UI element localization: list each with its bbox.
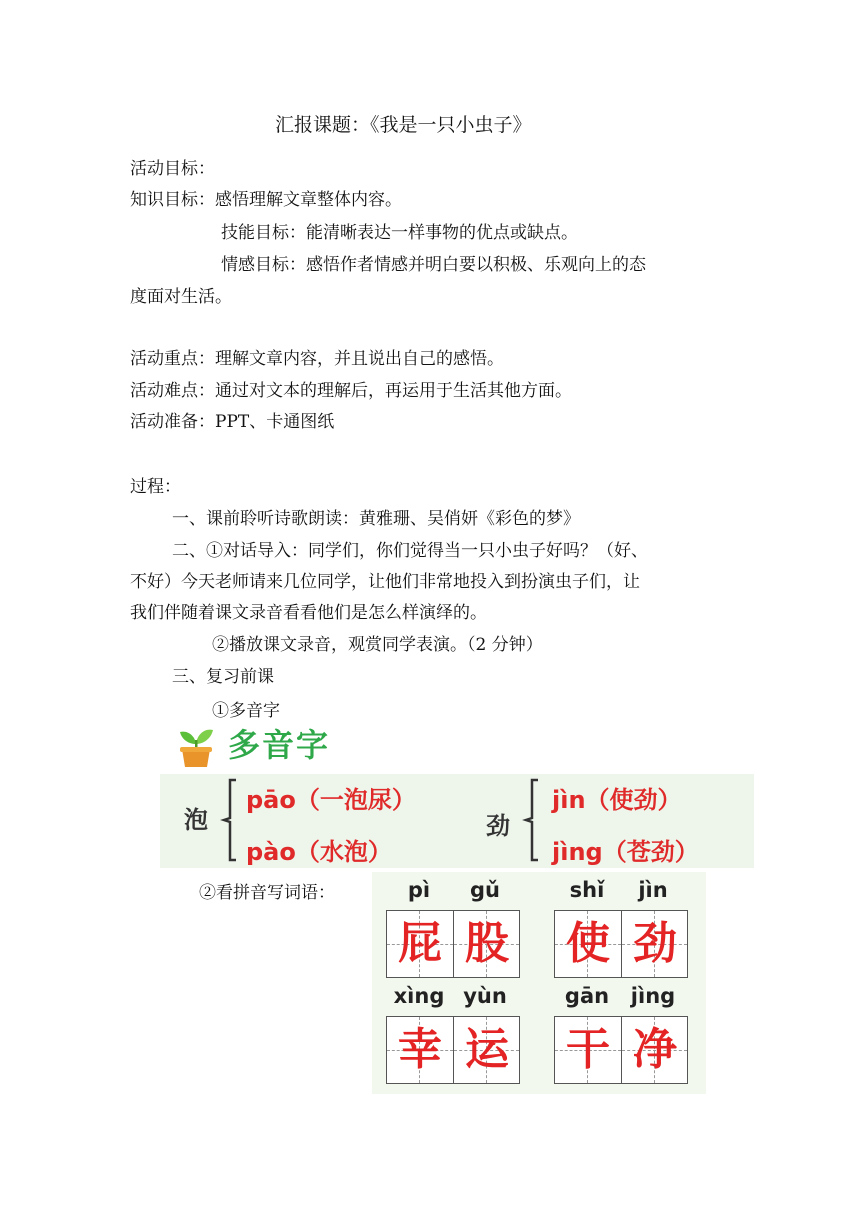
knowledge-objective: 知识目标：感悟理解文章整体内容。 bbox=[130, 190, 402, 210]
pinyin: gǔ bbox=[470, 878, 500, 902]
word-grid bbox=[554, 878, 688, 969]
polyphone-heading: 多音字 bbox=[228, 726, 331, 764]
writing-grid-panel bbox=[372, 872, 706, 1094]
preparation: 活动准备：PPT、卡通图纸 bbox=[130, 412, 335, 432]
brace-icon bbox=[522, 778, 542, 862]
objectives-heading: 活动目标： bbox=[130, 159, 215, 179]
process-step3-b: ②看拼音写词语： bbox=[199, 883, 335, 903]
polyphone-panel bbox=[160, 722, 754, 870]
process-step2-line3: 我们伴随着课文录音看看他们是怎么样演绎的。 bbox=[130, 603, 487, 623]
process-step1: 一、课前聆听诗歌朗读：黄雅珊、吴俏妍《彩色的梦》 bbox=[172, 509, 580, 529]
process-heading: 过程： bbox=[130, 477, 181, 497]
difficulty: 活动难点：通过对文本的理解后，再运用于生活其他方面。 bbox=[130, 381, 572, 401]
hanzi: 股 bbox=[465, 918, 509, 969]
process-step2-sub: ②播放课文录音，观赏同学表演。（2 分钟） bbox=[212, 635, 543, 655]
process-step3-a: ①多音字 bbox=[212, 701, 280, 721]
polyphone-reading: pāo（一泡尿） bbox=[246, 786, 416, 814]
pinyin: gān bbox=[564, 984, 610, 1008]
polyphone-reading: jìng（苍劲） bbox=[552, 838, 699, 866]
tian-grid bbox=[386, 910, 520, 978]
polyphone-reading: jìn（使劲） bbox=[552, 786, 682, 814]
hanzi: 幸 bbox=[398, 1024, 442, 1075]
tian-grid bbox=[554, 910, 688, 978]
emotion-objective-line2: 度面对生活。 bbox=[130, 287, 232, 307]
key-point: 活动重点：理解文章内容，并且说出自己的感悟。 bbox=[130, 349, 504, 369]
pinyin: jìng bbox=[630, 984, 676, 1008]
hanzi: 运 bbox=[465, 1024, 509, 1075]
word-grid bbox=[386, 984, 520, 1075]
word-grid bbox=[554, 984, 688, 1075]
page-title: 汇报课题：《我是一只小虫子》 bbox=[275, 114, 532, 136]
pinyin: jìn bbox=[638, 878, 668, 902]
skill-objective: 技能目标：能清晰表达一样事物的优点或缺点。 bbox=[221, 223, 578, 243]
hanzi: 屁 bbox=[398, 918, 442, 969]
hanzi: 干 bbox=[566, 1024, 610, 1075]
process-step3: 三、复习前课 bbox=[172, 667, 274, 687]
tian-grid bbox=[386, 1016, 520, 1084]
process-step2-line2: 不好）今天老师请来几位同学，让他们非常地投入到扮演虫子们，让 bbox=[130, 572, 640, 592]
hanzi: 劲 bbox=[633, 918, 677, 969]
emotion-objective-line1: 情感目标：感悟作者情感并明白要以积极、乐观向上的态 bbox=[221, 255, 646, 275]
sprout-pot-icon bbox=[176, 722, 216, 768]
tian-grid bbox=[554, 1016, 688, 1084]
pinyin: yùn bbox=[463, 984, 507, 1008]
polyphone-char-pao: 泡 bbox=[184, 806, 208, 834]
pinyin: xìng bbox=[393, 984, 445, 1008]
brace-icon bbox=[220, 778, 240, 862]
pinyin: pì bbox=[407, 878, 431, 902]
pinyin: shǐ bbox=[569, 878, 605, 902]
word-grid bbox=[386, 878, 520, 969]
polyphone-char-jin: 劲 bbox=[486, 812, 510, 840]
hanzi: 使 bbox=[566, 918, 610, 969]
hanzi: 净 bbox=[633, 1024, 677, 1075]
polyphone-reading: pào（水泡） bbox=[246, 838, 392, 866]
process-step2-line1: 二、①对话导入：同学们，你们觉得当一只小虫子好吗？（好、 bbox=[172, 541, 648, 561]
